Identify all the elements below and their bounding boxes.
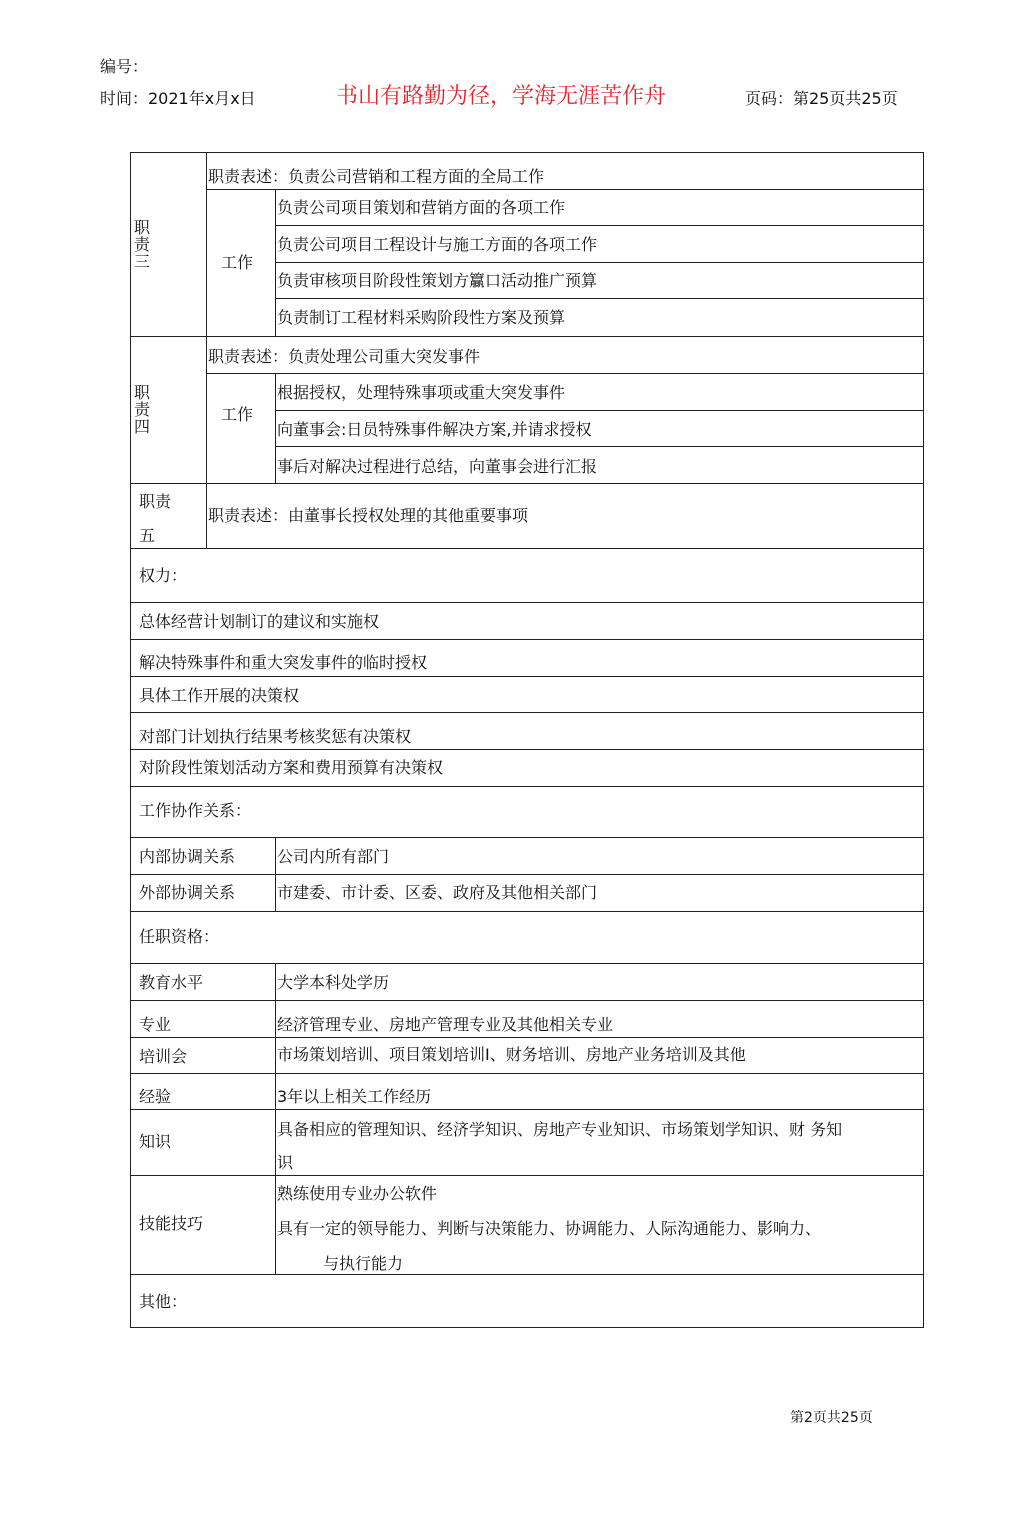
knowledge-label: 知识 — [139, 1132, 172, 1151]
duty3-work-label: 工作 — [221, 253, 254, 272]
training-value: 市场策划培训、项目策划培训I、财务培训、房地产业务培训及其他 — [277, 1045, 746, 1064]
training-label: 培训会 — [139, 1047, 188, 1066]
footer-page-number: 第2页共25页 — [790, 1410, 873, 1426]
external-value: 市建委、市计委、区委、政府及其他相关部门 — [277, 883, 598, 902]
power-heading: 权力： — [139, 566, 188, 585]
knowledge-line: 具备相应的管理知识、经济学知识、房地产专业知识、市场策划学知识、财 务知 — [277, 1120, 843, 1139]
duty4-task: 根据授权，处理特殊事项或重大突发事件 — [277, 383, 566, 402]
motto: 书山有路勤为径，学海无涯苦作舟 — [336, 84, 667, 109]
skills-label: 技能技巧 — [139, 1214, 204, 1233]
power-item: 对部门计划执行结果考核奖惩有决策权 — [139, 727, 412, 746]
duty5-label-line1: 职责 — [139, 492, 172, 511]
duty3-task: 负责审核项目阶段性策划方籯口活动推广预算 — [277, 271, 598, 290]
skills-line: 与执行能力 — [323, 1254, 404, 1273]
duty3-task: 负责公司项目策划和营销方面的各项工作 — [277, 198, 566, 217]
duty4-task: 向董事会:日员特殊事件解决方案,并请求授权 — [277, 420, 592, 439]
duty3-task: 负责制订工程材料采购阶段性方案及预算 — [277, 308, 566, 327]
time-label: 时间：2021年x月x日 — [100, 89, 256, 108]
experience-value: 3年以上相关工作经历 — [277, 1087, 432, 1106]
skills-line: 具有一定的领导能力、判断与决策能力、协调能力、人际沟通能力、影响力、 — [277, 1219, 822, 1238]
duty5-label-line2: 五 — [139, 526, 156, 545]
relations-heading: 工作协作关系： — [139, 801, 252, 820]
power-item: 对阶段性策划活动方案和费用预算有决策权 — [139, 758, 444, 777]
duty4-work-label: 工作 — [221, 405, 254, 424]
page-code: 页码：第25页共25页 — [745, 89, 898, 108]
duty3-label: 职责三 — [133, 218, 150, 271]
education-label: 教育水平 — [139, 973, 204, 992]
power-item: 解决特殊事件和重大突发事件的临时授权 — [139, 653, 428, 672]
qualifications-heading: 任职资格： — [139, 927, 220, 946]
duty5-summary: 职责表述：由董事长授权处理的其他重要事项 — [208, 506, 529, 525]
experience-label: 经验 — [139, 1087, 172, 1106]
power-item: 总体经营计划制订的建议和实施权 — [139, 612, 380, 631]
internal-value: 公司内所有部门 — [277, 847, 390, 866]
duty3-summary: 职责表述：负责公司营销和工程方面的全局工作 — [208, 167, 545, 186]
duty4-task: 事后对解决过程进行总结，向董事会进行汇报 — [277, 457, 598, 476]
duty4-summary: 职责表述：负责处理公司重大突发事件 — [208, 347, 481, 366]
internal-label: 内部协调关系 — [139, 847, 236, 866]
major-value: 经济管理专业、房地产管理专业及其他相关专业 — [277, 1015, 614, 1034]
knowledge-line: 识 — [277, 1153, 294, 1172]
external-label: 外部协调关系 — [139, 883, 236, 902]
serial-label: 编号： — [100, 57, 149, 76]
power-item: 具体工作开展的决策权 — [139, 686, 300, 705]
major-label: 专业 — [139, 1015, 172, 1034]
skills-line: 熟练使用专业办公软件 — [277, 1184, 438, 1203]
duty4-label: 职责四 — [133, 383, 150, 436]
duty3-task: 负责公司项目工程设计与施工方面的各项工作 — [277, 235, 598, 254]
other-heading: 其他： — [139, 1292, 188, 1311]
education-value: 大学本科处学历 — [277, 973, 390, 992]
